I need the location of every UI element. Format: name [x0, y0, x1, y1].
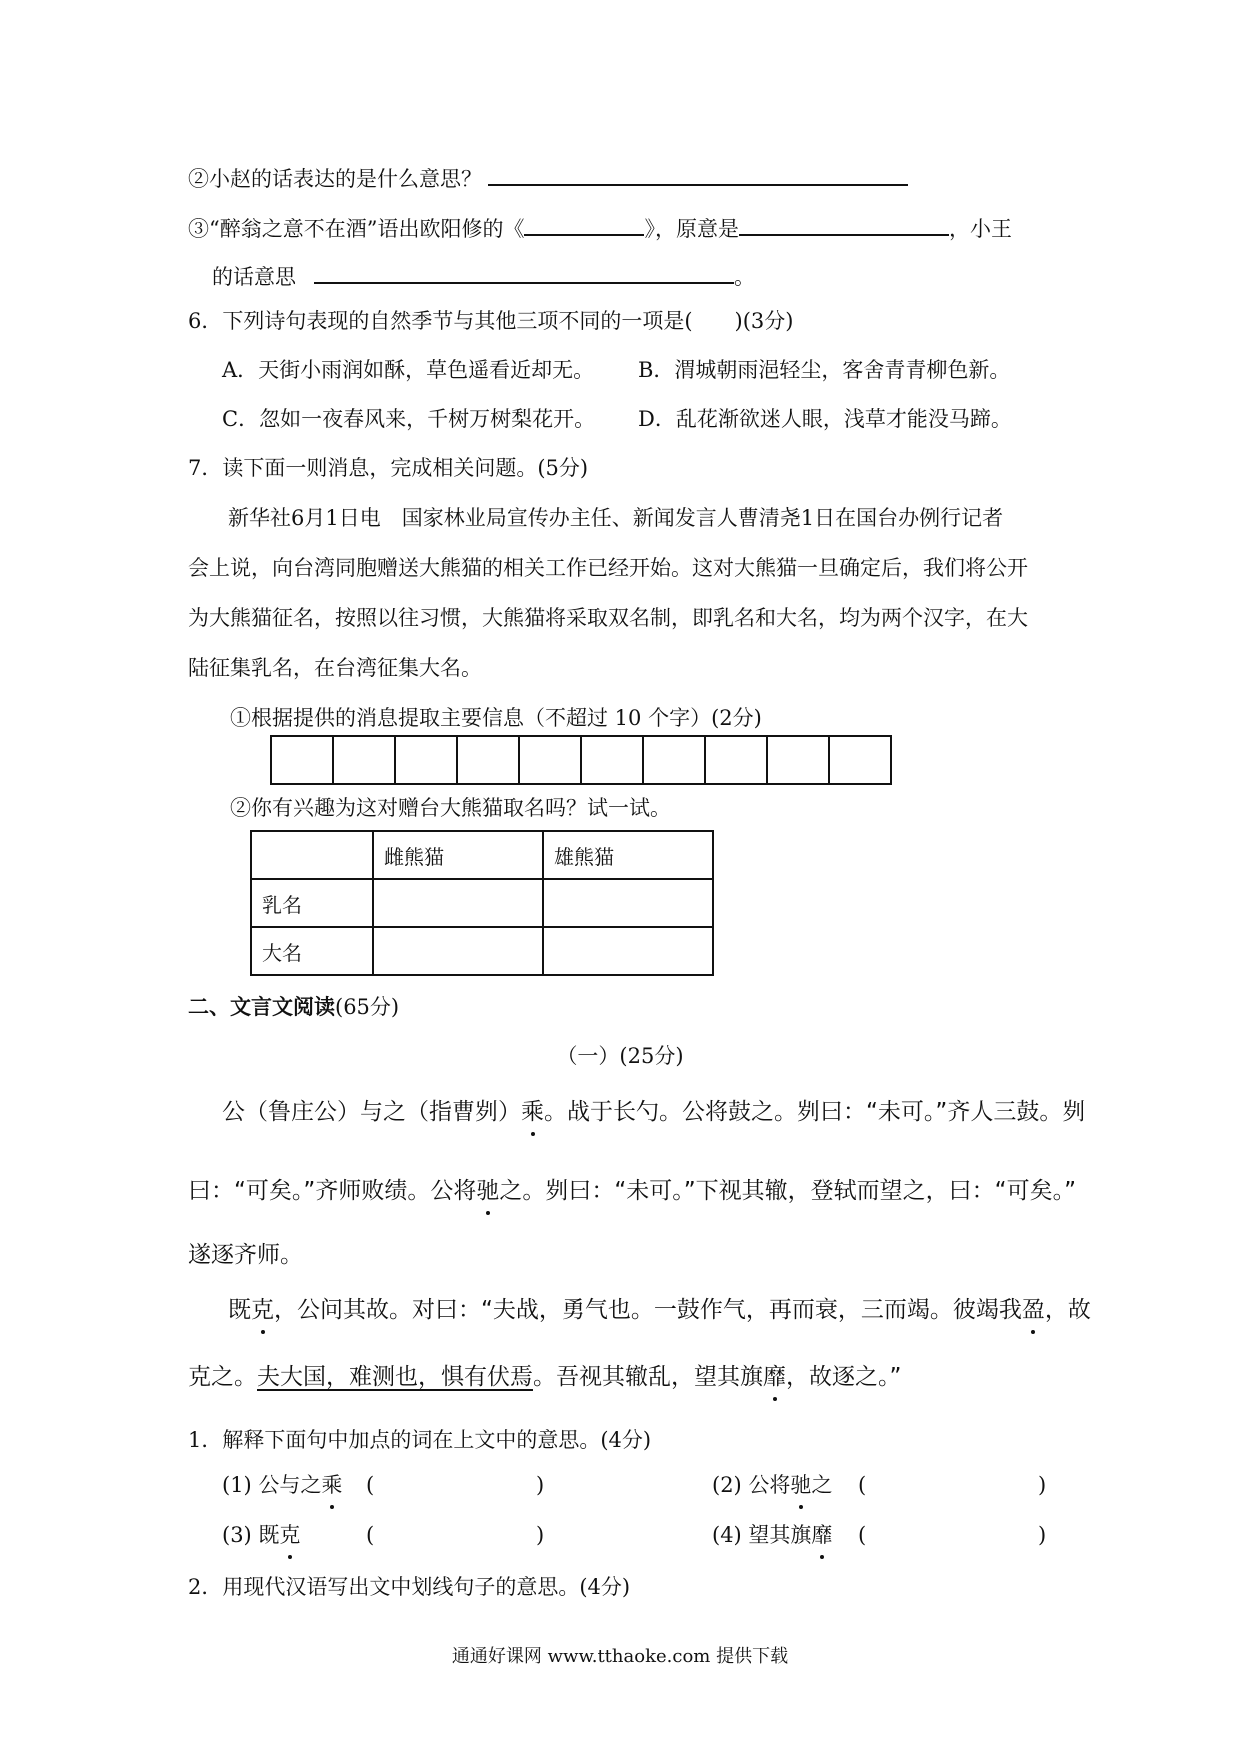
open-paren: (: [858, 1523, 867, 1547]
panda-name-table: [250, 830, 714, 976]
close-paren: ): [536, 1473, 545, 1497]
char-box[interactable]: [830, 737, 890, 783]
section-heading: 二、文言文阅读(65分): [188, 995, 400, 1019]
q1-item-4: (4) 望其旗靡: [712, 1520, 832, 1550]
dotted-char: 驰: [476, 1178, 500, 1204]
char-box[interactable]: [768, 737, 830, 783]
dotted-char: 盈: [1021, 1297, 1045, 1323]
char-box[interactable]: [458, 737, 520, 783]
dotted-char: 克: [251, 1297, 274, 1323]
classical-line: 遂逐齐师。: [188, 1242, 303, 1268]
classical-line: 克之。夫大国，难测也，惧有伏焉。吾视其辙乱，望其旗靡，故逐之。”: [188, 1364, 902, 1390]
table-cell: [251, 831, 373, 879]
q1-item-2: (2) 公将驰之: [712, 1470, 832, 1500]
answer-blank[interactable]: [524, 210, 644, 236]
q7-passage-line: 新华社6月1日电 国家林业局宣传办主任、新闻发言人曹清尧1日在国台办例行记者: [228, 506, 1004, 530]
answer-char-grid: [270, 735, 892, 785]
q7-stem: 7．读下面一则消息，完成相关问题。(5分): [188, 456, 589, 480]
q6-option-a: A．天街小雨润如酥，草色遥看近却无。: [222, 358, 595, 382]
answer-cell[interactable]: [373, 927, 543, 975]
classical-line: 既克，公问其故。对曰：“夫战，勇气也。一鼓作气，再而衰，三而竭。彼竭我盈，故: [228, 1297, 1091, 1323]
q7-sub2: ②你有兴趣为这对赠台大熊猫取名吗？试一试。: [230, 796, 671, 820]
q1-stem: 1．解释下面句中加点的词在上文中的意思。(4分): [188, 1428, 652, 1452]
char-box[interactable]: [644, 737, 706, 783]
dotted-char: 驰: [790, 1470, 811, 1500]
row-label-milk-name: 乳名: [251, 879, 373, 927]
q1-item-3: (3) 既克: [222, 1520, 300, 1550]
q7-sub1: ①根据提供的消息提取主要信息（不超过 10 个字）(2分): [230, 706, 762, 730]
dotted-char: 克: [279, 1520, 300, 1550]
q6-stem: 6．下列诗句表现的自然季节与其他三项不同的一项是( )(3分): [188, 309, 794, 333]
q1-item-1: (1) 公与之乘: [222, 1470, 342, 1500]
page-footer: 通通好课网 www.tthaoke.com 提供下载: [451, 1646, 789, 1667]
char-box[interactable]: [272, 737, 334, 783]
q5-item3-line2: 的话意思 。: [212, 258, 755, 292]
answer-blank[interactable]: [739, 210, 949, 236]
char-box[interactable]: [582, 737, 644, 783]
close-paren: ): [1038, 1473, 1047, 1497]
answer-cell[interactable]: [373, 879, 543, 927]
dotted-char: 乘: [321, 1470, 342, 1500]
table-row: [251, 927, 713, 975]
open-paren: (: [366, 1473, 375, 1497]
open-paren: (: [858, 1473, 867, 1497]
q5-item2: ②小赵的话表达的是什么意思？: [188, 160, 908, 194]
q7-passage-line: 为大熊猫征名，按照以往习惯，大熊猫将采取双名制，即乳名和大名，均为两个汉字，在大: [188, 606, 1028, 630]
part-heading: （一）(25分): [556, 1044, 684, 1068]
dotted-char: 靡: [811, 1520, 832, 1550]
close-paren: ): [1038, 1523, 1047, 1547]
classical-line: 公（鲁庄公）与之（指曹刿）乘。战于长勺。公将鼓之。刿曰：“未可。”齐人三鼓。刿: [222, 1099, 1086, 1125]
char-box[interactable]: [334, 737, 396, 783]
q6-option-b: B．渭城朝雨浥轻尘，客舍青青柳色新。: [638, 358, 1011, 382]
dotted-char: 靡: [763, 1364, 786, 1390]
q6-option-d: D．乱花渐欲迷人眼，浅草才能没马蹄。: [638, 407, 1012, 431]
header-female: 雌熊猫: [373, 831, 543, 879]
q5-item3: ③“醉翁之意不在酒”语出欧阳修的《 》，原意是 ，小王: [188, 210, 1012, 244]
table-row: [251, 831, 713, 879]
dotted-char: 乘: [521, 1099, 544, 1125]
q6-option-c: C．忽如一夜春风来，千树万树梨花开。: [222, 407, 596, 431]
table-row: [251, 879, 713, 927]
q7-passage-line: 陆征集乳名，在台湾征集大名。: [188, 656, 482, 680]
header-male: 雄熊猫: [543, 831, 713, 879]
answer-cell[interactable]: [543, 879, 713, 927]
answer-cell[interactable]: [543, 927, 713, 975]
open-paren: (: [366, 1523, 375, 1547]
answer-blank[interactable]: [314, 258, 734, 284]
q2-stem: 2．用现代汉语写出文中划线句子的意思。(4分): [188, 1575, 631, 1599]
underlined-sentence: 夫大国，难测也，惧有伏焉: [257, 1364, 533, 1390]
q7-passage-line: 会上说，向台湾同胞赠送大熊猫的相关工作已经开始。这对大熊猫一旦确定后，我们将公开: [188, 556, 1028, 580]
close-paren: ): [536, 1523, 545, 1547]
answer-blank[interactable]: [488, 160, 908, 186]
char-box[interactable]: [520, 737, 582, 783]
char-box[interactable]: [396, 737, 458, 783]
char-box[interactable]: [706, 737, 768, 783]
classical-line: 曰：“可矣。”齐师败绩。公将驰之。刿曰：“未可。”下视其辙，登轼而望之，曰：“可矣。”: [188, 1178, 1077, 1204]
row-label-formal-name: 大名: [251, 927, 373, 975]
